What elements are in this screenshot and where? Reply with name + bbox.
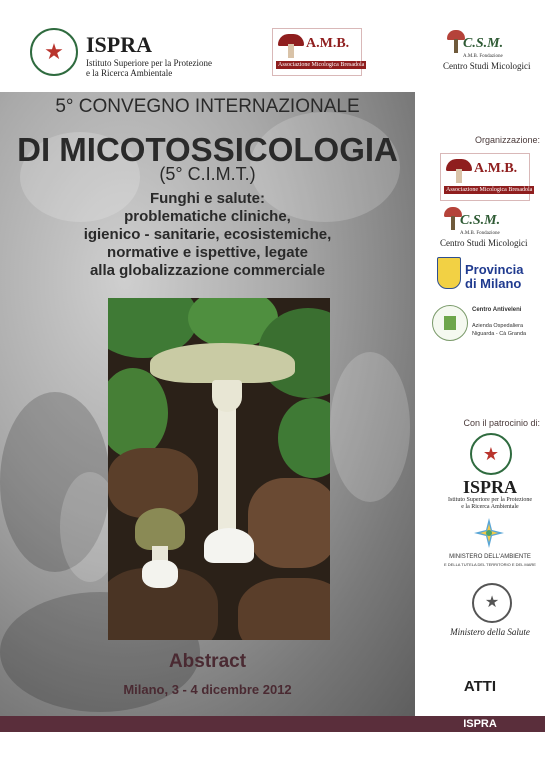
coat-of-arms-icon: [437, 257, 461, 289]
ispra-subtitle: Istituto Superiore per la Protezione e la Ricerca Ambientale: [86, 58, 212, 78]
ispra-name: ISPRA: [86, 32, 153, 57]
centro-antiveleni-logo: Centro Antiveleni Azienda Ospedaliera Niguarda - Cà Granda: [432, 303, 544, 343]
csm-header-logo: C.S.M. A.M.B. Fondazione Centro Studi Micologici: [443, 28, 538, 76]
conference-acronym: (5° C.I.M.T.): [159, 164, 256, 184]
conference-title-line1: 5° CONVEGNO INTERNAZIONALE: [55, 96, 360, 117]
star-logo-icon: [474, 518, 504, 548]
abstract-label: Abstract: [168, 651, 247, 672]
italian-republic-emblem-icon: ★: [472, 583, 512, 623]
conference-title-main: DI MICOTOSSICOLOGIA: [17, 131, 398, 168]
csm-sidebar-logo: C.S.M. A.M.B. Fondazione Centro Studi Micologici: [440, 205, 535, 253]
hospital-seal-icon: [432, 305, 468, 341]
mushroom-photo: [108, 298, 330, 640]
amb-sidebar-logo: A.M.B. Associazione Micologica Bresadola: [440, 153, 530, 201]
italian-republic-emblem-icon: ★: [30, 28, 78, 76]
amb-header-logo: A.M.B. Associazione Micologica Bresadola: [272, 28, 362, 76]
conference-subtitle: Funghi e salute: problematiche cliniche, igienico - sanitarie, ecosistemiche, normative e ispettive, legate alla globalizzazione commerciale: [83, 190, 332, 279]
ispra-header-logo: [30, 28, 230, 82]
ministero-salute-logo: ★ Ministero della Salute: [440, 583, 540, 643]
mushroom-cap: [150, 343, 295, 383]
ispra-sidebar-logo: ★ ISPRA Istituto Superiore per la Protezione e la Ricerca Ambientale: [440, 433, 540, 513]
provincia-milano-logo: Provincia di Milano: [437, 255, 537, 295]
organizzazione-label: Organizzazione:: [474, 135, 540, 145]
atti-label: ATTI: [463, 678, 497, 695]
italian-republic-emblem-icon: ★: [470, 433, 512, 475]
place-date: Milano, 3 - 4 dicembre 2012: [123, 682, 292, 697]
ministero-ambiente-logo: MINISTERO DELL'AMBIENTE E DELLA TUTELA DEL TERRITORIO E DEL MARE: [440, 518, 540, 573]
ispra-footer-label: ISPRA: [463, 718, 497, 730]
patrocinio-label: Con il patrocinio di:: [463, 418, 540, 428]
